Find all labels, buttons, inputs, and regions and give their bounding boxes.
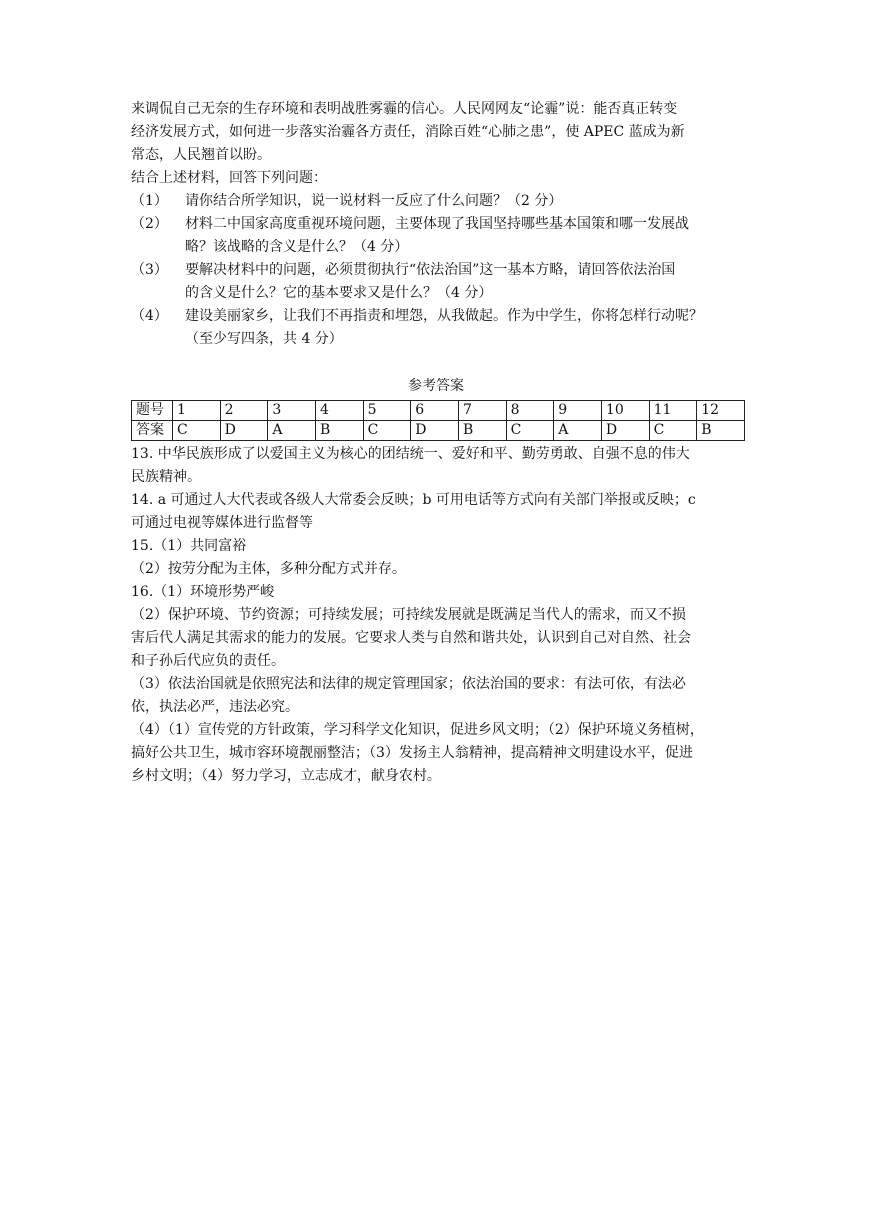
answer-line: （2）按劳分配为主体，多种分配方式并存。 (131, 561, 406, 577)
table-cell: C (173, 421, 221, 441)
intro-line: 经济发展方式，如何进一步落实治霾各方责任，消除百姓“心肺之患”，使 APEC 蓝成为新 (131, 124, 685, 140)
table-cell: 6 (411, 401, 459, 421)
table-cell: D (220, 421, 268, 441)
intro-block (131, 98, 741, 190)
table-cell: 12 (697, 401, 745, 421)
table-cell: B (697, 421, 745, 441)
table-cell: 4 (315, 401, 363, 421)
document-page (131, 98, 741, 788)
intro-line: 来调侃自己无奈的生存环境和表明战胜雾霾的信心。人民网网友“论霾”说：能否真正转变 (131, 101, 678, 117)
answer-line: 15.（1）共同富裕 (131, 538, 247, 554)
table-cell: 5 (363, 401, 411, 421)
table-row (132, 401, 745, 421)
intro-line: 常态，人民翘首以盼。 (131, 147, 271, 163)
question-line: 请你结合所学知识，说一说材料一反应了什么问题？（2 分） (185, 193, 563, 209)
question-number: （3） (131, 262, 168, 278)
question-line: 建设美丽家乡，让我们不再指责和埋怨，从我做起。作为中学生，你将怎样行动呢？ (185, 308, 703, 324)
answer-line: 可通过电视等媒体进行监督等 (131, 515, 313, 531)
question-item (131, 259, 741, 305)
table-cell: 8 (506, 401, 554, 421)
answer-line: 民族精神。 (131, 469, 201, 485)
answer-line: 依，执法必严，违法必究。 (131, 699, 299, 715)
table-cell: 7 (458, 401, 506, 421)
answer-line: 14. a 可通过人大代表或各级人大常委会反映；b 可用电话等方式向有关部门举报或反映；c (131, 492, 696, 508)
question-text (185, 259, 741, 305)
table-cell: C (363, 421, 411, 441)
table-cell: D (411, 421, 459, 441)
table-cell: 10 (601, 401, 649, 421)
answer-line: 13. 中华民族形成了以爱国主义为核心的团结统一、爱好和平、勤劳勇敢、自强不息的伟大 (131, 446, 690, 462)
question-line: 略？该战略的含义是什么？（4 分） (185, 239, 409, 255)
table-row (132, 421, 745, 441)
table-header-cell: 题号 (132, 401, 173, 421)
table-cell: A (554, 421, 602, 441)
table-cell: 11 (649, 401, 697, 421)
table-header-cell: 答案 (132, 421, 173, 441)
answer-line: （2）保护环境、节约资源；可持续发展；可持续发展就是既满足当代人的需求，而又不损 (131, 607, 686, 623)
table-cell: 9 (554, 401, 602, 421)
question-item (131, 305, 741, 351)
answer-line: （3）依法治国就是依照宪法和法律的规定管理国家；依法治国的要求：有法可依，有法必 (131, 676, 686, 692)
question-text (185, 305, 741, 351)
answer-line: 16.（1）环境形势严峻 (131, 584, 275, 600)
table-cell: B (458, 421, 506, 441)
question-line: 要解决材料中的问题，必须贯彻执行“依法治国”这一基本方略，请回答依法治国 (185, 262, 676, 278)
answer-line: 害后代人满足其需求的能力的发展。它要求人类与自然和谐共处，认识到自己对自然、社会 (131, 630, 691, 646)
table-cell: D (601, 421, 649, 441)
answer-explanations (131, 443, 741, 788)
question-list (131, 190, 741, 351)
answer-line: 搞好公共卫生，城市容环境靓丽整洁；（3）发扬主人翁精神，提高精神文明建设水平，促进 (131, 745, 693, 761)
table-cell: 3 (268, 401, 316, 421)
table-cell: A (268, 421, 316, 441)
answer-line: （4）（1）宣传党的方针政策，学习科学文化知识，促进乡风文明；（2）保护环境义务植树， (131, 722, 704, 738)
table-cell: B (315, 421, 363, 441)
answer-line: 乡村文明；（4）努力学习，立志成才，献身农村。 (131, 768, 441, 784)
table-cell: C (649, 421, 697, 441)
table-cell: C (506, 421, 554, 441)
table-cell: 2 (220, 401, 268, 421)
question-line: 材料二中国家高度重视环境问题，主要体现了我国坚持哪些基本国策和哪一发展战 (185, 216, 689, 232)
question-item (131, 190, 741, 213)
question-number: （1） (131, 193, 168, 209)
answer-table (131, 400, 745, 441)
question-item (131, 213, 741, 259)
answer-key-title: 参考答案 (408, 378, 464, 394)
instruction-line: 结合上述材料，回答下列问题： (131, 170, 327, 186)
question-line: （至少写四条，共 4 分） (185, 331, 343, 347)
table-cell: 1 (173, 401, 221, 421)
answer-line: 和子孙后代应负的责任。 (131, 653, 285, 669)
question-number: （4） (131, 308, 168, 324)
question-number: （2） (131, 216, 168, 232)
question-line: 的含义是什么？它的基本要求又是什么？（4 分） (185, 285, 493, 301)
question-text (185, 213, 741, 259)
question-text (185, 190, 741, 213)
